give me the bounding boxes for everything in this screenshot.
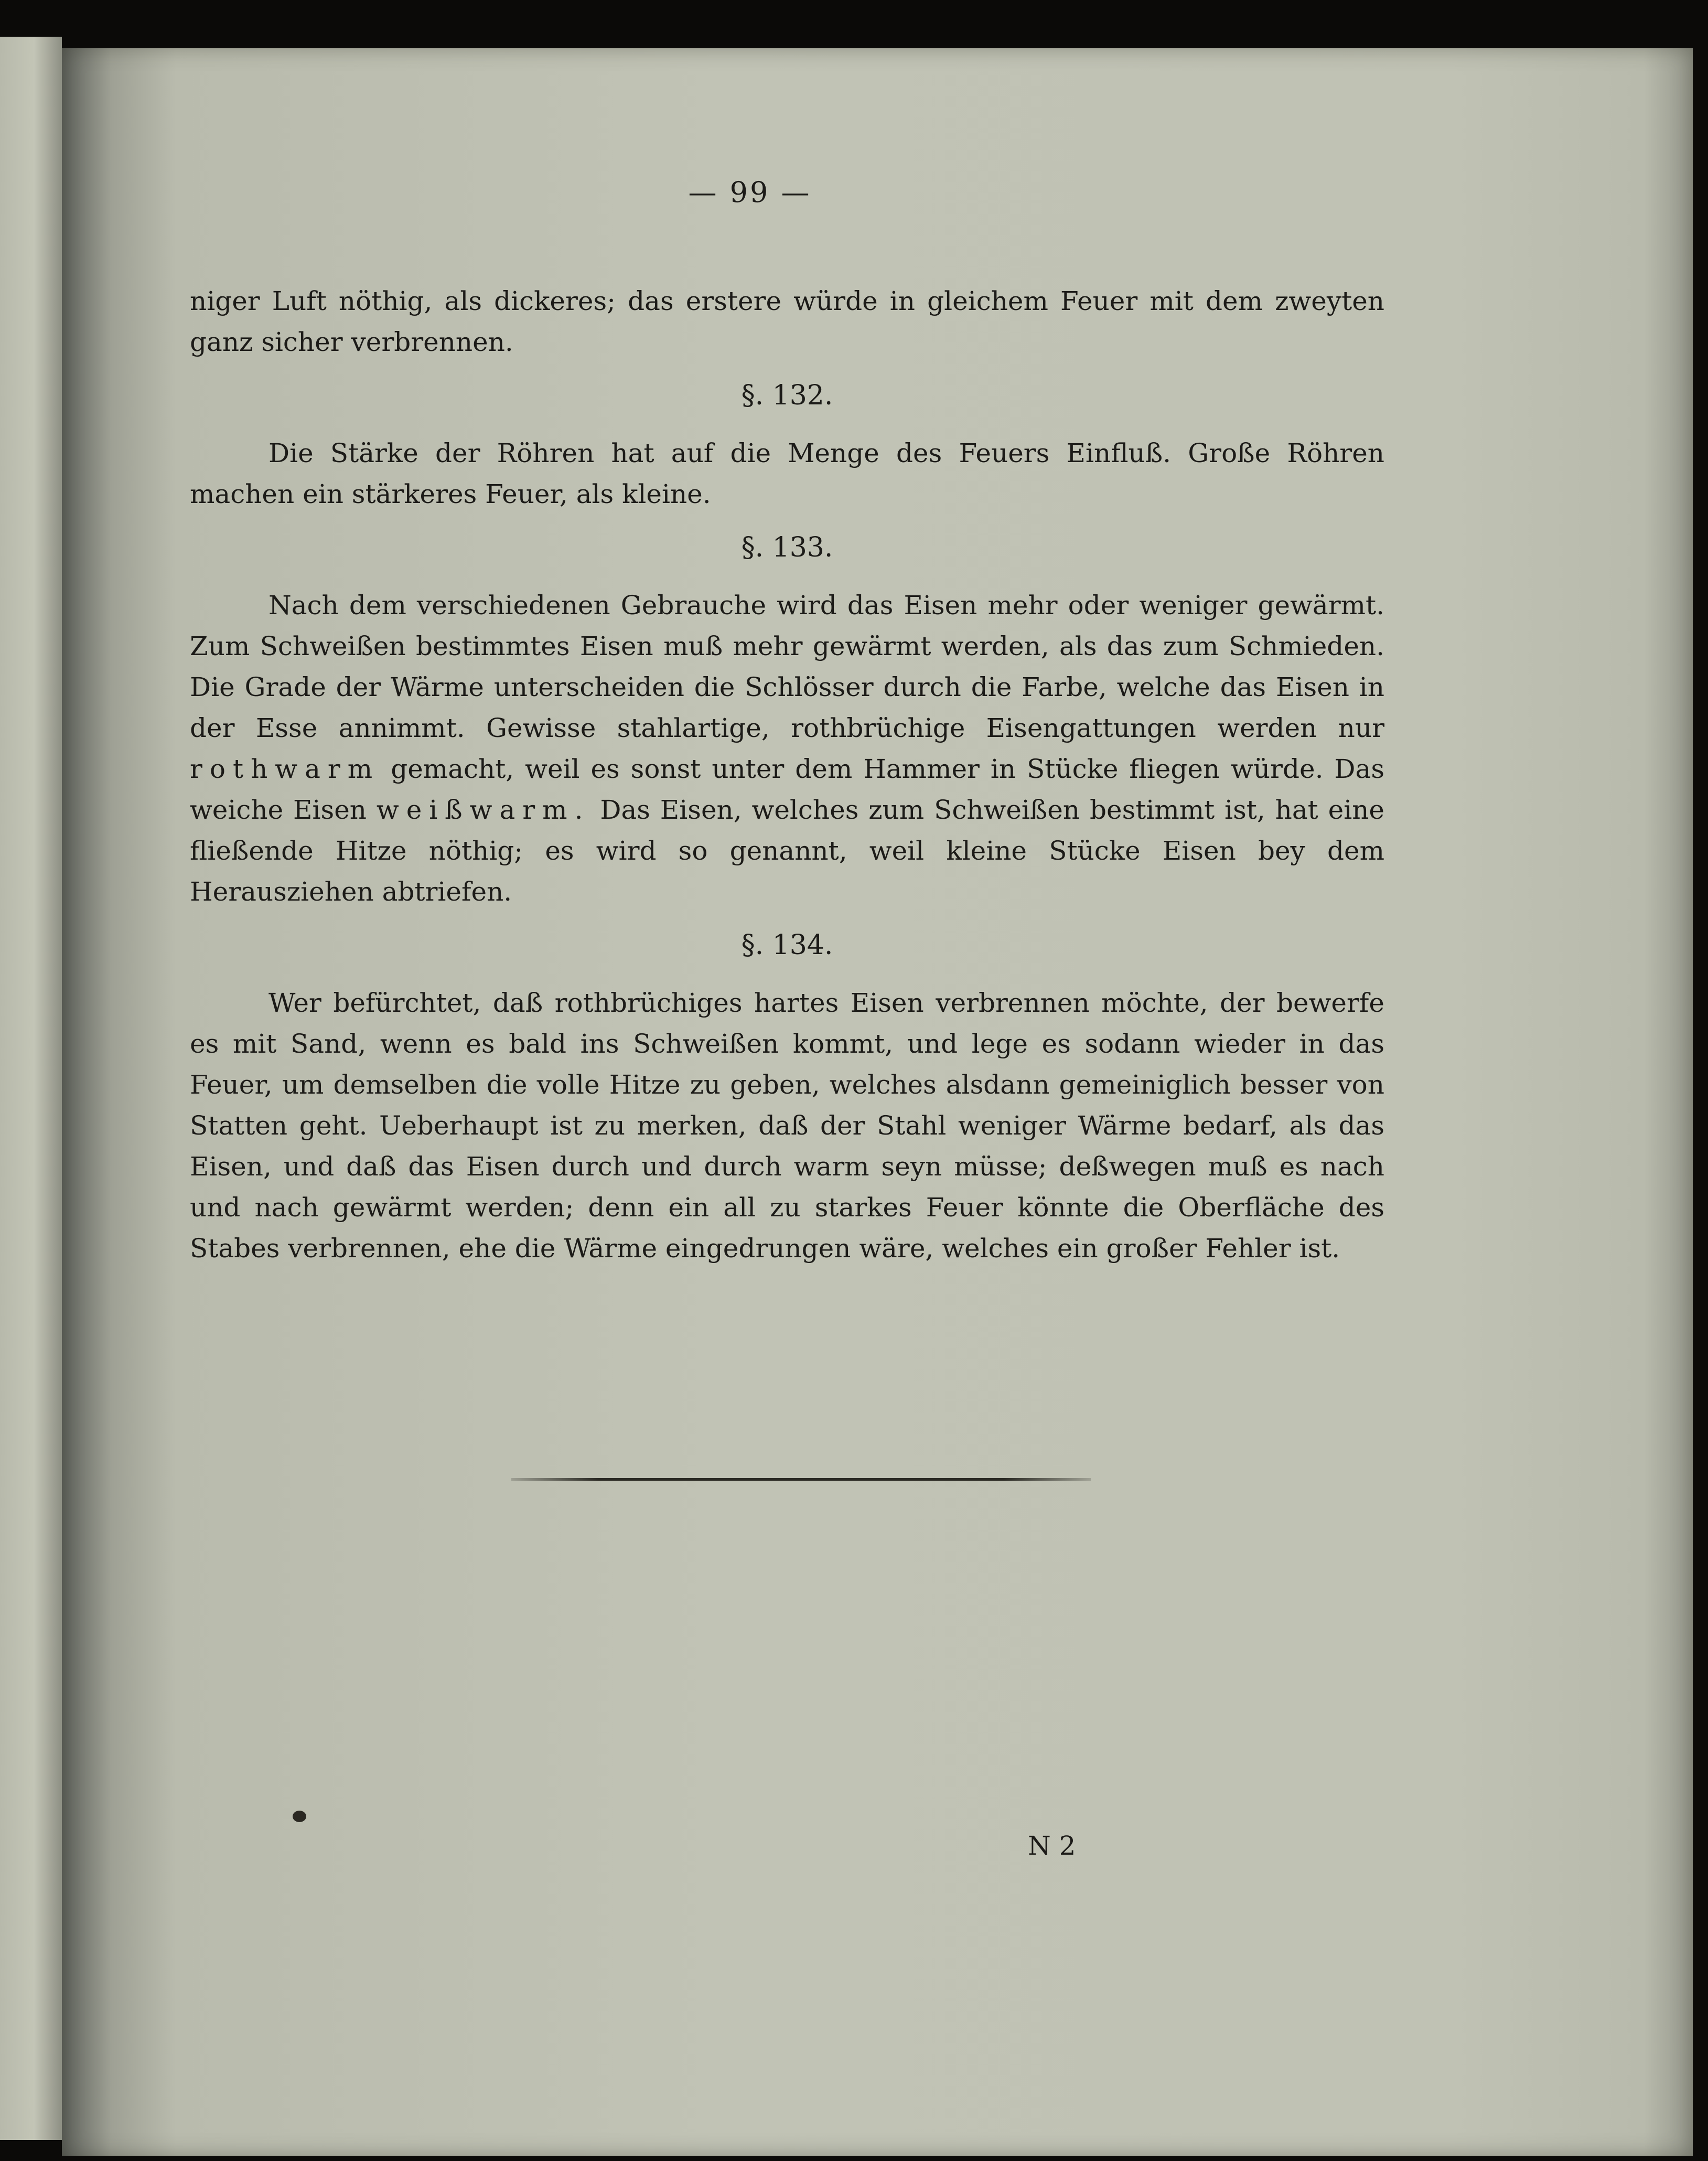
signature-mark: N 2 <box>1028 1831 1076 1861</box>
emphasis-weisswarm: weißwarm. <box>376 795 590 825</box>
ink-speck <box>293 1811 306 1822</box>
end-rule <box>511 1478 1091 1481</box>
emphasis-rothwarm: rothwarm <box>190 754 380 784</box>
body-text <box>190 281 1384 1269</box>
section-133-text-c: Das Eisen, welches zum Schweißen bestimmt ist, hat eine fließende Hitze nöthig; es wird so genannt, weil kleine Stücke Eisen bey dem Herausziehen abtriefen. <box>190 795 1384 907</box>
section-134-paragraph: Wer befürchtet, daß rothbrüchiges hartes Eisen verbrennen möchte, der bewerfe es mit Sand, wenn es bald ins Schweißen kommt, und lege es sodann wieder in das Feuer, um demselben die volle Hitze zu geben, welches alsdann gemeiniglich besser von Statten geht. Ueberhaupt ist zu merken, daß der Stahl weniger Wärme bedarf, als das Eisen, und daß das Eisen durch und durch warm seyn müsse; deßwegen muß es nach und nach gewärmt werden; denn ein all zu starkes Feuer könnte die Oberfläche des Stabes verbrennen, ehe die Wärme eingedrungen wäre, welches ein großer Fehler ist. <box>190 988 1384 1264</box>
section-heading-133: §. 133. <box>741 532 833 563</box>
page-number: — 99 — <box>688 176 812 209</box>
opening-paragraph: niger Luft nöthig, als dickeres; das erstere würde in gleichem Feuer mit dem zweyten ganz sicher verbrennen. <box>190 286 1384 357</box>
previous-page-edge <box>0 37 62 2140</box>
section-133-text-b: gemacht, weil es sonst unter dem Hammer in Stücke fliegen würde. Das weiche Eisen <box>190 754 1384 825</box>
section-heading-132: §. 132. <box>741 380 833 411</box>
section-132-paragraph: Die Stärke der Röhren hat auf die Menge des Feuers Einfluß. Große Röhren machen ein stärkeres Feuer, als kleine. <box>190 438 1384 509</box>
section-133-paragraph <box>190 585 1384 912</box>
section-133-text-a: Nach dem verschiedenen Gebrauche wird das Eisen mehr oder weniger gewärmt. Zum Schweißen bestimmtes Eisen muß mehr gewärmt werden, als das zum Schmieden. Die Grade der Wärme unterscheiden die Schlösser durch die Farbe, welche das Eisen in der Esse annimmt. Gewisse stahlartige, rothbrüchige Eisengattungen werden nur <box>190 590 1384 743</box>
section-heading-134: §. 134. <box>741 929 833 961</box>
